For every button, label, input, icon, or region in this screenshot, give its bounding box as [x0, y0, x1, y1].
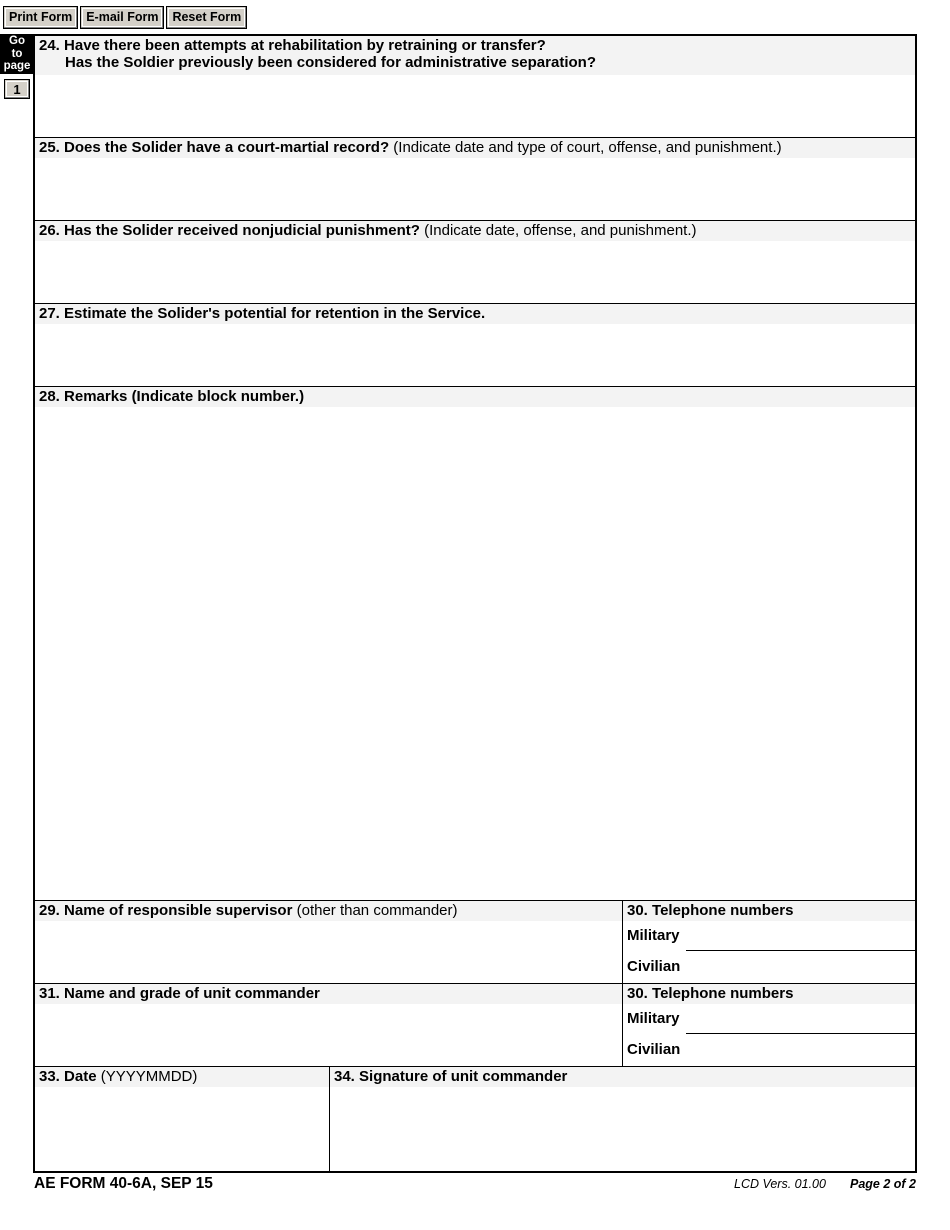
date-input[interactable] — [35, 1087, 329, 1172]
block-31-title: 31. Name and grade of unit commander — [39, 985, 320, 1002]
go-to-page-1-button[interactable]: 1 — [4, 79, 30, 99]
block-28 — [35, 386, 915, 900]
block-29-30 — [35, 900, 915, 983]
block-24-question-1: 24. Have there been attempts at rehabilitation by retraining or transfer? — [39, 37, 546, 54]
page-number: Page 2 of 2 — [850, 1177, 916, 1191]
block-26-label — [35, 221, 915, 241]
block-30-title: 30. Telephone numbers — [627, 902, 794, 919]
block-26-title: 26. Has the Solider received nonjudicial punishment? — [39, 222, 420, 239]
reset-form-button[interactable]: Reset Form — [166, 6, 247, 29]
block-25-input[interactable] — [35, 158, 915, 220]
block-34-label — [330, 1067, 915, 1087]
block-29-label — [35, 901, 622, 921]
version-label: LCD Vers. 01.00 — [734, 1177, 826, 1191]
commander-name-input[interactable] — [35, 1004, 622, 1066]
block-31-label — [35, 984, 622, 1004]
block-24-question-2: Has the Soldier previously been considered for administrative separation? — [65, 53, 596, 71]
block-27-label — [35, 304, 915, 324]
block-24 — [35, 36, 915, 137]
goto-line-2: to — [11, 47, 23, 60]
block-27-title: 27. Estimate the Solider's potential for retention in the Service. — [39, 305, 486, 322]
supervisor-military-phone-input[interactable] — [686, 923, 915, 949]
block-25-title: 25. Does the Solider have a court-martial record? — [39, 139, 390, 156]
block-28-label — [35, 387, 915, 407]
block-25-label — [35, 138, 915, 158]
block-24-input[interactable] — [35, 75, 915, 137]
block-25-hint: (Indicate date and type of court, offense, and punishment.) — [389, 139, 782, 156]
block-30b-label — [623, 984, 915, 1004]
block-26-input[interactable] — [35, 241, 915, 303]
military-label: Military — [627, 927, 680, 944]
block-25 — [35, 137, 915, 220]
block-26-hint: (Indicate date, offense, and punishment.) — [419, 222, 697, 239]
remarks-input[interactable] — [35, 407, 915, 900]
block-29-title: 29. Name of responsible supervisor — [39, 902, 293, 919]
signature-input[interactable] — [330, 1087, 915, 1172]
block-31-30 — [35, 983, 915, 1066]
block-27-input[interactable] — [35, 324, 915, 386]
block-28-title: 28. Remarks (Indicate block number.) — [39, 388, 305, 405]
print-form-button[interactable]: Print Form — [3, 6, 78, 29]
block-29-hint: (other than commander) — [292, 902, 458, 919]
supervisor-name-input[interactable] — [35, 921, 622, 983]
civilian-label: Civilian — [627, 958, 681, 975]
supervisor-civilian-phone-input[interactable] — [686, 953, 915, 979]
commander-civilian-phone-input[interactable] — [686, 1036, 915, 1062]
military-phone-underline — [686, 1033, 915, 1034]
military-phone-underline — [686, 950, 915, 951]
civilian-label: Civilian — [627, 1041, 681, 1058]
block-33-title: 33. Date — [39, 1068, 97, 1085]
block-24-label — [35, 36, 915, 75]
block-33-label — [35, 1067, 329, 1087]
commander-military-phone-input[interactable] — [686, 1006, 915, 1032]
toolbar — [3, 6, 247, 29]
form-page — [33, 34, 917, 1173]
block-33-34 — [35, 1066, 915, 1171]
block-33-hint: (YYYYMMDD) — [96, 1068, 198, 1085]
email-form-button[interactable]: E-mail Form — [80, 6, 164, 29]
block-27 — [35, 303, 915, 386]
block-26 — [35, 220, 915, 303]
go-to-page-label — [0, 34, 34, 74]
goto-line-1: Go — [9, 35, 25, 47]
block-30-label — [623, 901, 915, 921]
military-label: Military — [627, 1010, 680, 1027]
form-identifier: AE FORM 40-6A, SEP 15 — [34, 1175, 213, 1192]
block-30b-title: 30. Telephone numbers — [627, 985, 794, 1002]
goto-line-3: page — [3, 60, 31, 72]
block-34-title: 34. Signature of unit commander — [334, 1068, 568, 1085]
